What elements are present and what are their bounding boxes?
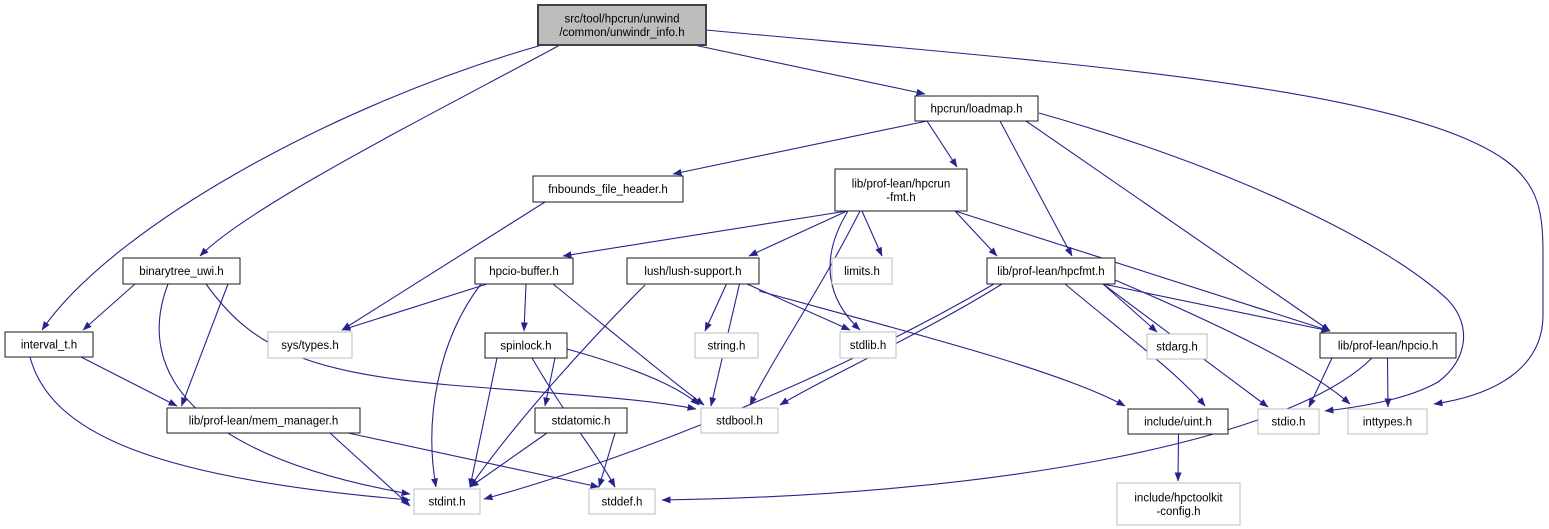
node-label-stdlib: stdlib.h bbox=[849, 340, 887, 352]
node-label-hpcrun_fmt: lib/prof-lean/hpcrun -fmt.h bbox=[851, 178, 951, 204]
graph-node-loadmap[interactable] bbox=[915, 96, 1038, 121]
graph-node-hpcio[interactable] bbox=[1320, 333, 1456, 358]
include-edge-lush_support-string bbox=[705, 284, 727, 331]
graph-node-unwindr_info bbox=[538, 5, 706, 45]
graph-node-uint[interactable] bbox=[1128, 409, 1228, 434]
include-edge-uint-hpctoolkit_config bbox=[1178, 434, 1179, 481]
node-label-unwindr_info: src/tool/hpcrun/unwind /common/unwindr_info.h bbox=[559, 13, 685, 39]
graph-node-interval_t[interactable] bbox=[5, 332, 93, 357]
include-edge-unwindr_info-loadmap bbox=[694, 45, 925, 94]
node-label-stdbool: stdbool.h bbox=[716, 415, 763, 428]
include-edge-hpcfmt-stdint bbox=[484, 284, 994, 499]
graph-node-sys_types bbox=[268, 332, 352, 358]
graph-node-fnbounds[interactable] bbox=[533, 176, 683, 202]
graph-node-inttypes bbox=[1348, 409, 1427, 434]
graph-node-mem_manager[interactable] bbox=[167, 408, 360, 433]
include-edge-hpcrun_fmt-limits bbox=[862, 211, 882, 256]
graph-node-binarytree_uwi[interactable] bbox=[123, 258, 240, 284]
include-edge-hpcrun_fmt-hpcio_buffer bbox=[563, 211, 847, 256]
graph-node-hpcio_buffer[interactable] bbox=[475, 258, 573, 284]
node-label-hpctoolkit_config: include/hpctoolkit -config.h bbox=[1134, 492, 1223, 518]
node-label-loadmap: hpcrun/loadmap.h bbox=[930, 103, 1023, 116]
node-label-limits: limits.h bbox=[844, 266, 880, 278]
node-label-stdint: stdint.h bbox=[428, 496, 466, 509]
graph-node-stdint bbox=[414, 489, 480, 514]
node-label-fnbounds: fnbounds_file_header.h bbox=[548, 184, 668, 196]
graph-node-string bbox=[695, 333, 758, 358]
include-edge-hpcio-stdio bbox=[1309, 358, 1332, 407]
include-edge-binarytree_uwi-stdint bbox=[159, 284, 410, 494]
node-label-binarytree_uwi: binarytree_uwi.h bbox=[139, 266, 224, 278]
include-edge-mem_manager-stddef bbox=[348, 433, 599, 487]
include-edge-loadmap-hpcfmt bbox=[1000, 121, 1072, 256]
node-label-string: string.h bbox=[707, 340, 746, 353]
include-edge-interval_t-mem_manager bbox=[81, 357, 177, 406]
node-label-spinlock: spinlock.h bbox=[500, 340, 552, 353]
include-edge-hpcio_buffer-spinlock bbox=[524, 284, 526, 331]
graph-node-hpcrun_fmt[interactable] bbox=[835, 169, 967, 211]
include-edge-hpcio-inttypes bbox=[1388, 358, 1389, 407]
node-label-hpcio: lib/prof-lean/hpcio.h bbox=[1337, 340, 1439, 353]
node-label-lush_support: lush/lush-support.h bbox=[644, 266, 742, 278]
include-edge-lush_support-uint bbox=[759, 291, 1125, 406]
include-edge-unwindr_info-binarytree_uwi bbox=[200, 45, 560, 256]
include-edge-hpcrun_fmt-stdbool bbox=[750, 211, 860, 405]
include-edge-stdatomic-stdint bbox=[470, 433, 547, 487]
node-label-stdatomic: stdatomic.h bbox=[551, 415, 611, 428]
node-label-hpcio_buffer: hpcio-buffer.h bbox=[489, 266, 559, 278]
include-edge-hpcfmt-stdarg bbox=[1103, 284, 1157, 332]
node-label-hpcfmt: lib/prof-lean/hpcfmt.h bbox=[997, 266, 1105, 278]
include-edge-binarytree_uwi-interval_t bbox=[83, 284, 135, 330]
node-label-interval_t: interval_t.h bbox=[20, 339, 78, 352]
include-edge-spinlock-stdbool bbox=[567, 349, 699, 405]
graph-node-limits bbox=[832, 258, 892, 284]
node-label-uint: include/uint.h bbox=[1144, 416, 1212, 429]
graph-node-spinlock[interactable] bbox=[485, 333, 567, 358]
graph-node-hpctoolkit_config bbox=[1117, 483, 1240, 525]
graph-node-lush_support[interactable] bbox=[627, 258, 759, 284]
node-label-sys_types: sys/types.h bbox=[281, 340, 339, 352]
node-label-stdarg: stdarg.h bbox=[1156, 341, 1198, 354]
graph-node-stdatomic[interactable] bbox=[535, 408, 627, 433]
include-edge-loadmap-hpcrun_fmt bbox=[927, 121, 957, 167]
graph-node-stdlib bbox=[840, 332, 896, 358]
node-label-inttypes: inttypes.h bbox=[1362, 416, 1413, 429]
include-edge-unwindr_info-interval_t bbox=[42, 45, 542, 330]
graph-node-stddef bbox=[589, 489, 655, 514]
include-edge-lush_support-stdint bbox=[470, 285, 645, 487]
graph-node-stdio bbox=[1258, 409, 1319, 434]
graph-node-stdbool bbox=[701, 408, 778, 433]
node-label-stddef: stddef.h bbox=[601, 496, 643, 509]
node-label-mem_manager: lib/prof-lean/mem_manager.h bbox=[188, 415, 339, 428]
node-label-stdio: stdio.h bbox=[1271, 416, 1306, 429]
include-edge-loadmap-fnbounds bbox=[673, 121, 927, 174]
include-edge-lush_support-stdlib bbox=[747, 284, 850, 330]
graph-node-stdarg bbox=[1147, 334, 1207, 359]
graph-node-hpcfmt[interactable] bbox=[987, 258, 1115, 284]
